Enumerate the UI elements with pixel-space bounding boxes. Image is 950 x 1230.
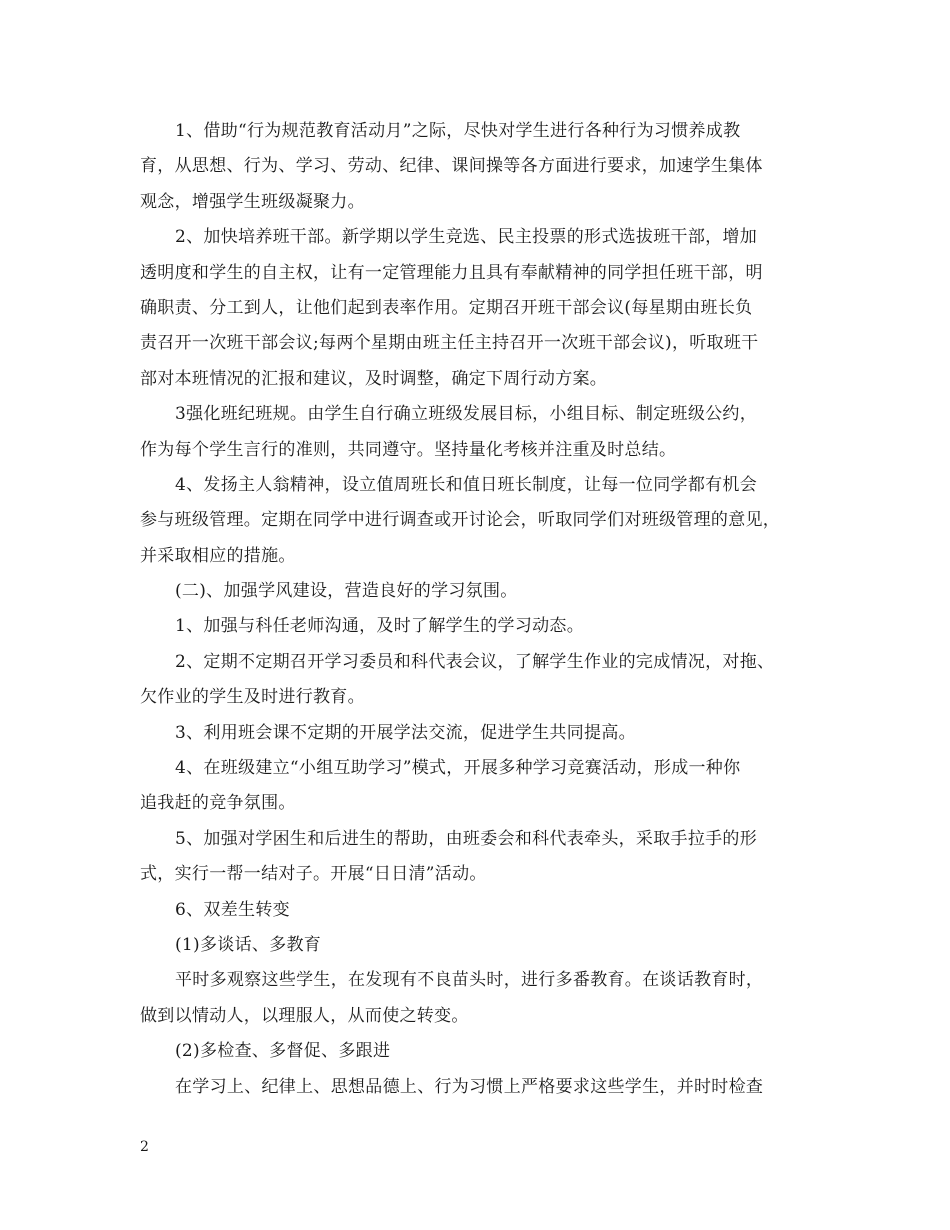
text-line: 3、利用班会课不定期的开展学法交流，促进学生共同提高。: [175, 722, 636, 743]
page-number: 2: [140, 1139, 149, 1155]
text-line: 3强化班纪班规。由学生自行确立班级发展目标，小组目标、制定班级公约，: [175, 404, 758, 425]
text-line: 做到以情动人，以理服人，从而使之转变。: [140, 1005, 469, 1026]
text-line: 责召开一次班干部会议;每两个星期由班主任主持召开一次班干部会议)，听取班干: [140, 333, 759, 354]
text-line: 确职责、分工到人，让他们起到表率作用。定期召开班干部会议(每星期由班长负: [140, 297, 753, 318]
text-line: 部对本班情况的汇报和建议，及时调整，确定下周行动方案。: [140, 368, 608, 389]
text-line: 5、加强对学困生和后进生的帮助，由班委会和科代表牵头，采取手拉手的形: [175, 828, 758, 849]
text-line: 1、加强与科任老师沟通，及时了解学生的学习动态。: [175, 616, 585, 637]
text-line: 追我赶的竞争氛围。: [140, 793, 296, 814]
text-line: 参与班级管理。定期在同学中进行调查或开讨论会，听取同学们对班级管理的意见，: [140, 510, 781, 531]
text-line: 1、借助“行为规范教育活动月”之际，尽快对学生进行各种行为习惯养成教: [175, 121, 741, 141]
text-line: 4、在班级建立“小组互助学习”模式，开展多种学习竞赛活动，形成一种你: [175, 758, 741, 779]
text-line: (2)多检查、多督促、多跟进: [175, 1041, 391, 1062]
text-line: 平时多观察这些学生，在发现有不良苗头时，进行多番教育。在谈话教育时，: [175, 970, 764, 991]
section-heading: (二)、加强学风建设，营造良好的学习氛围。: [175, 581, 518, 602]
text-line: 育，从思想、行为、学习、劳动、纪律、课间操等各方面进行要求，加速学生集体: [140, 156, 763, 177]
text-line: 作为每个学生言行的准则，共同遵守。坚持量化考核并注重及时总结。: [140, 439, 677, 460]
text-line: 2、定期不定期召开学习委员和科代表会议，了解学生作业的完成情况，对拖、: [175, 651, 775, 672]
document-body: [140, 114, 820, 1105]
text-line: 透明度和学生的自主权，让有一定管理能力且具有奉献精神的同学担任班干部，明: [140, 262, 763, 283]
text-line: 并采取相应的措施。: [140, 545, 296, 566]
text-line: 欠作业的学生及时进行教育。: [140, 687, 365, 708]
text-line: 2、加快培养班干部。新学期以学生竞选、民主投票的形式选拔班干部，增加: [175, 227, 758, 248]
text-line: 在学习上、纪律上、思想品德上、行为习惯上严格要求这些学生，并时时检查: [175, 1076, 764, 1097]
text-line: 6、双差生转变: [175, 899, 290, 920]
text-line: 4、发扬主人翁精神，设立值周班长和值日班长制度，让每一位同学都有机会: [175, 474, 758, 495]
text-line: (1)多谈话、多教育: [175, 934, 322, 955]
text-line: 式，实行一帮一结对子。开展“日日清”活动。: [140, 864, 487, 885]
text-line: 观念，增强学生班级凝聚力。: [140, 191, 365, 212]
